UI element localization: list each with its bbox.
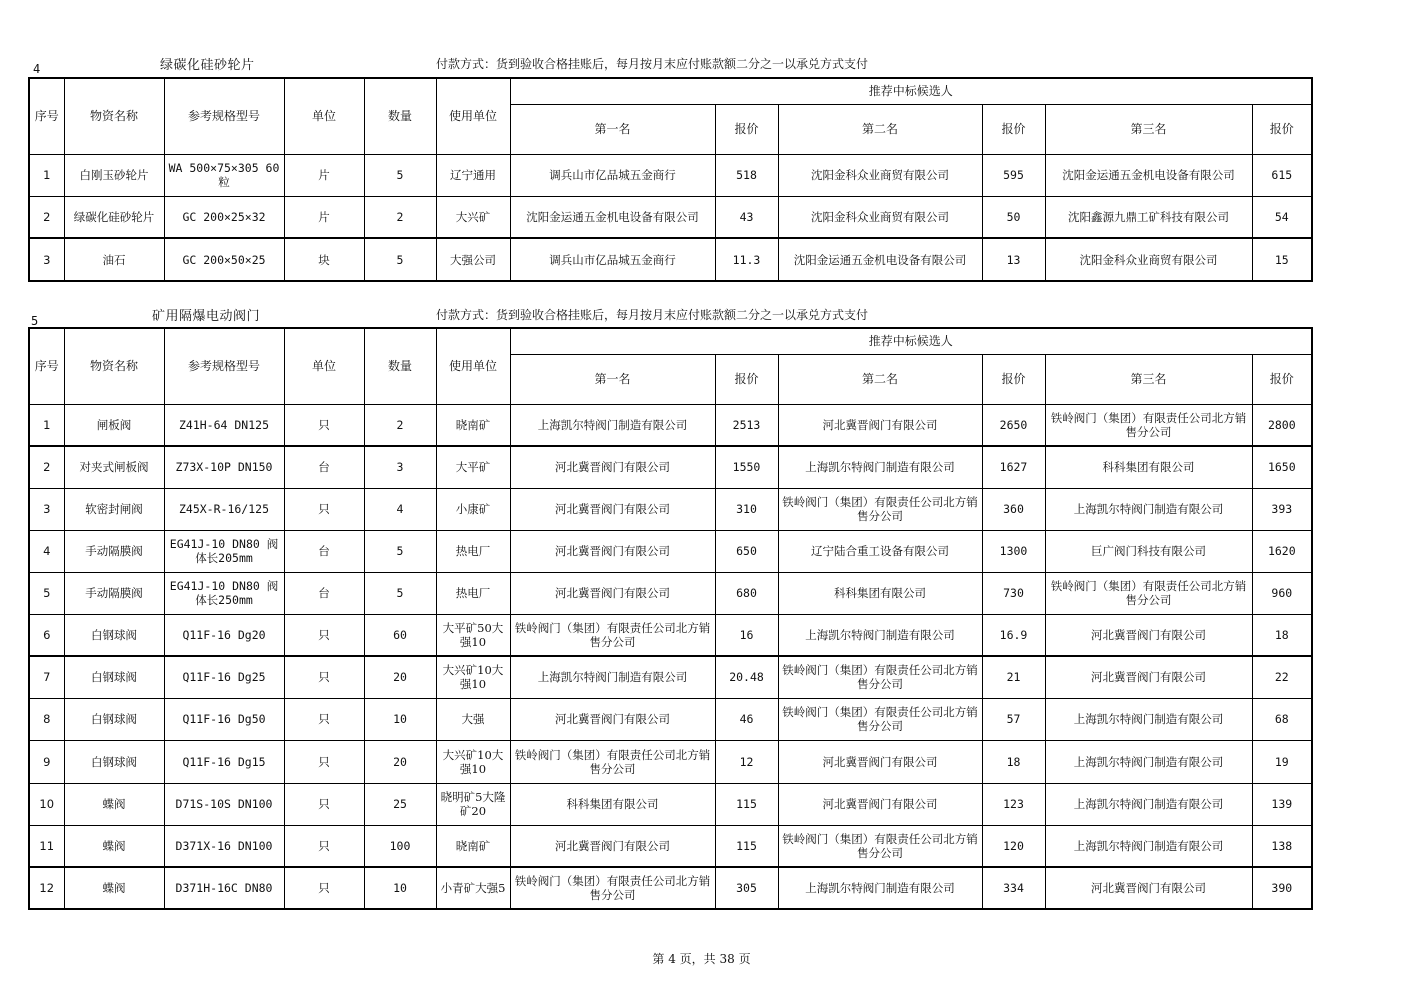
quantity-cell: 5 — [364, 154, 436, 196]
third-candidate-cell: 上海凯尔特阀门制造有限公司 — [1045, 740, 1252, 783]
seq-cell: 11 — [29, 825, 64, 867]
unit-cell: 块 — [284, 238, 364, 281]
first-candidate-cell: 河北冀晋阀门有限公司 — [510, 698, 715, 740]
second-candidate-cell: 河北冀晋阀门有限公司 — [778, 740, 982, 783]
first-candidate-cell: 河北冀晋阀门有限公司 — [510, 572, 715, 614]
item-name-cell: 白刚玉砂轮片 — [64, 154, 164, 196]
third-price-cell: 15 — [1252, 238, 1312, 281]
quantity-cell: 5 — [364, 530, 436, 572]
unit-cell: 台 — [284, 446, 364, 488]
page-footer: 第 4 页，共 38 页 — [652, 952, 751, 966]
second-price-cell: 21 — [982, 656, 1045, 698]
third-price-cell: 22 — [1252, 656, 1312, 698]
header-unit: 单位 — [284, 328, 364, 404]
quantity-cell: 3 — [364, 446, 436, 488]
third-price-cell: 68 — [1252, 698, 1312, 740]
third-price-cell: 1620 — [1252, 530, 1312, 572]
third-candidate-cell: 上海凯尔特阀门制造有限公司 — [1045, 698, 1252, 740]
seq-cell: 12 — [29, 867, 64, 909]
third-candidate-cell: 上海凯尔特阀门制造有限公司 — [1045, 488, 1252, 530]
first-candidate-cell: 铁岭阀门（集团）有限责任公司北方销售分公司 — [510, 867, 715, 909]
section-title: 绿碳化硅砂轮片 — [160, 58, 255, 73]
second-candidate-cell: 上海凯尔特阀门制造有限公司 — [778, 446, 982, 488]
third-price-cell: 138 — [1252, 825, 1312, 867]
second-candidate-cell: 沈阳金运通五金机电设备有限公司 — [778, 238, 982, 281]
section-number: 5 — [31, 314, 39, 328]
quantity-cell: 5 — [364, 238, 436, 281]
header-qty: 数量 — [364, 78, 436, 154]
first-price-cell: 43 — [715, 196, 778, 238]
user-unit-cell: 大强 — [436, 698, 510, 740]
payment-terms: 付款方式：货到验收合格挂账后，每月按月末应付账款额二分之一以承兑方式支付 — [436, 308, 869, 322]
seq-cell: 2 — [29, 446, 64, 488]
user-unit-cell: 大兴矿10大强10 — [436, 740, 510, 783]
second-candidate-cell: 铁岭阀门（集团）有限责任公司北方销售分公司 — [778, 825, 982, 867]
third-candidate-cell: 沈阳金科众业商贸有限公司 — [1045, 238, 1252, 281]
seq-cell: 2 — [29, 196, 64, 238]
seq-cell: 3 — [29, 488, 64, 530]
unit-cell: 只 — [284, 404, 364, 446]
second-price-cell: 595 — [982, 154, 1045, 196]
first-candidate-cell: 铁岭阀门（集团）有限责任公司北方销售分公司 — [510, 614, 715, 656]
quantity-cell: 2 — [364, 404, 436, 446]
second-candidate-cell: 沈阳金科众业商贸有限公司 — [778, 196, 982, 238]
item-name-cell: 白钢球阀 — [64, 614, 164, 656]
second-price-cell: 120 — [982, 825, 1045, 867]
table-row — [29, 530, 1312, 572]
spec-cell: GC 200×50×25 — [164, 238, 284, 281]
unit-cell: 片 — [284, 196, 364, 238]
spec-cell: Z41H-64 DN125 — [164, 404, 284, 446]
second-price-cell: 16.9 — [982, 614, 1045, 656]
table-row — [29, 740, 1312, 783]
seq-cell: 5 — [29, 572, 64, 614]
item-name-cell: 蝶阀 — [64, 783, 164, 825]
second-price-cell: 1300 — [982, 530, 1045, 572]
first-candidate-cell: 上海凯尔特阀门制造有限公司 — [510, 404, 715, 446]
seq-cell: 8 — [29, 698, 64, 740]
item-name-cell: 闸板阀 — [64, 404, 164, 446]
unit-cell: 只 — [284, 825, 364, 867]
second-candidate-cell: 铁岭阀门（集团）有限责任公司北方销售分公司 — [778, 698, 982, 740]
header-unit: 单位 — [284, 78, 364, 154]
first-candidate-cell: 河北冀晋阀门有限公司 — [510, 530, 715, 572]
item-name-cell: 蝶阀 — [64, 825, 164, 867]
third-price-cell: 19 — [1252, 740, 1312, 783]
unit-cell: 只 — [284, 783, 364, 825]
unit-cell: 只 — [284, 488, 364, 530]
spec-cell: Q11F-16 Dg50 — [164, 698, 284, 740]
table-header-row — [29, 328, 1312, 354]
spec-cell: Q11F-16 Dg20 — [164, 614, 284, 656]
third-candidate-cell: 沈阳金运通五金机电设备有限公司 — [1045, 154, 1252, 196]
third-candidate-cell: 铁岭阀门（集团）有限责任公司北方销售分公司 — [1045, 404, 1252, 446]
third-price-cell: 2800 — [1252, 404, 1312, 446]
header-price: 报价 — [715, 104, 778, 154]
header-candidates: 推荐中标候选人 — [510, 328, 1312, 354]
header-second: 第二名 — [778, 354, 982, 404]
item-name-cell: 软密封闸阀 — [64, 488, 164, 530]
seq-cell: 4 — [29, 530, 64, 572]
item-name-cell: 白钢球阀 — [64, 656, 164, 698]
first-candidate-cell: 科科集团有限公司 — [510, 783, 715, 825]
header-user: 使用单位 — [436, 328, 510, 404]
user-unit-cell: 大平矿 — [436, 446, 510, 488]
spec-cell: Q11F-16 Dg25 — [164, 656, 284, 698]
spec-cell: WA 500×75×305 60粒 — [164, 154, 284, 196]
second-candidate-cell: 沈阳金科众业商贸有限公司 — [778, 154, 982, 196]
table-row — [29, 238, 1312, 281]
spec-cell: Z73X-10P DN150 — [164, 446, 284, 488]
second-price-cell: 123 — [982, 783, 1045, 825]
header-name: 物资名称 — [64, 328, 164, 404]
user-unit-cell: 热电厂 — [436, 530, 510, 572]
seq-cell: 6 — [29, 614, 64, 656]
spec-cell: D71S-10S DN100 — [164, 783, 284, 825]
table-row — [29, 867, 1312, 909]
spec-cell: Z45X-R-16/125 — [164, 488, 284, 530]
third-candidate-cell: 河北冀晋阀门有限公司 — [1045, 614, 1252, 656]
header-seq: 序号 — [29, 328, 64, 404]
third-candidate-cell: 科科集团有限公司 — [1045, 446, 1252, 488]
header-spec: 参考规格型号 — [164, 328, 284, 404]
item-name-cell: 手动隔膜阀 — [64, 530, 164, 572]
header-price: 报价 — [1252, 104, 1312, 154]
table-row — [29, 656, 1312, 698]
first-price-cell: 310 — [715, 488, 778, 530]
user-unit-cell: 热电厂 — [436, 572, 510, 614]
seq-cell: 7 — [29, 656, 64, 698]
first-candidate-cell: 调兵山市亿品城五金商行 — [510, 238, 715, 281]
spec-cell: EG41J-10 DN80 阀体长205mm — [164, 530, 284, 572]
second-price-cell: 360 — [982, 488, 1045, 530]
header-price: 报价 — [982, 104, 1045, 154]
second-price-cell: 18 — [982, 740, 1045, 783]
second-candidate-cell: 河北冀晋阀门有限公司 — [778, 404, 982, 446]
user-unit-cell: 晓南矿 — [436, 825, 510, 867]
third-price-cell: 615 — [1252, 154, 1312, 196]
header-candidates: 推荐中标候选人 — [510, 78, 1312, 104]
user-unit-cell: 大兴矿10大强10 — [436, 656, 510, 698]
quantity-cell: 2 — [364, 196, 436, 238]
third-candidate-cell: 铁岭阀门（集团）有限责任公司北方销售分公司 — [1045, 572, 1252, 614]
procurement-table — [28, 327, 1313, 910]
user-unit-cell: 大兴矿 — [436, 196, 510, 238]
quantity-cell: 20 — [364, 740, 436, 783]
payment-terms: 付款方式：货到验收合格挂账后，每月按月末应付账款额二分之一以承兑方式支付 — [436, 57, 869, 71]
item-name-cell: 白钢球阀 — [64, 740, 164, 783]
header-user: 使用单位 — [436, 78, 510, 154]
first-candidate-cell: 铁岭阀门（集团）有限责任公司北方销售分公司 — [510, 740, 715, 783]
user-unit-cell: 大平矿50大强10 — [436, 614, 510, 656]
second-candidate-cell: 辽宁陆合重工设备有限公司 — [778, 530, 982, 572]
table-header-row — [29, 78, 1312, 104]
first-price-cell: 11.3 — [715, 238, 778, 281]
item-name-cell: 对夹式闸板阀 — [64, 446, 164, 488]
first-candidate-cell: 河北冀晋阀门有限公司 — [510, 488, 715, 530]
unit-cell: 台 — [284, 530, 364, 572]
section-title: 矿用隔爆电动阀门 — [152, 309, 261, 324]
seq-cell: 3 — [29, 238, 64, 281]
procurement-table — [28, 77, 1313, 282]
header-first: 第一名 — [510, 104, 715, 154]
quantity-cell: 25 — [364, 783, 436, 825]
quantity-cell: 10 — [364, 867, 436, 909]
user-unit-cell: 大强公司 — [436, 238, 510, 281]
third-price-cell: 393 — [1252, 488, 1312, 530]
table-row — [29, 783, 1312, 825]
spec-cell: Q11F-16 Dg15 — [164, 740, 284, 783]
first-candidate-cell: 河北冀晋阀门有限公司 — [510, 446, 715, 488]
header-qty: 数量 — [364, 328, 436, 404]
spec-cell: GC 200×25×32 — [164, 196, 284, 238]
quantity-cell: 5 — [364, 572, 436, 614]
third-candidate-cell: 巨广阀门科技有限公司 — [1045, 530, 1252, 572]
first-candidate-cell: 河北冀晋阀门有限公司 — [510, 825, 715, 867]
second-candidate-cell: 上海凯尔特阀门制造有限公司 — [778, 614, 982, 656]
third-price-cell: 139 — [1252, 783, 1312, 825]
item-name-cell: 绿碳化硅砂轮片 — [64, 196, 164, 238]
unit-cell: 只 — [284, 740, 364, 783]
third-candidate-cell: 沈阳鑫源九鼎工矿科技有限公司 — [1045, 196, 1252, 238]
third-candidate-cell: 河北冀晋阀门有限公司 — [1045, 867, 1252, 909]
first-price-cell: 46 — [715, 698, 778, 740]
first-candidate-cell: 调兵山市亿品城五金商行 — [510, 154, 715, 196]
table-row — [29, 698, 1312, 740]
third-candidate-cell: 上海凯尔特阀门制造有限公司 — [1045, 825, 1252, 867]
third-price-cell: 390 — [1252, 867, 1312, 909]
item-name-cell: 蝶阀 — [64, 867, 164, 909]
first-price-cell: 20.48 — [715, 656, 778, 698]
third-price-cell: 54 — [1252, 196, 1312, 238]
second-price-cell: 730 — [982, 572, 1045, 614]
seq-cell: 9 — [29, 740, 64, 783]
first-price-cell: 305 — [715, 867, 778, 909]
user-unit-cell: 辽宁通用 — [436, 154, 510, 196]
second-candidate-cell: 河北冀晋阀门有限公司 — [778, 783, 982, 825]
table-row — [29, 825, 1312, 867]
table-row — [29, 446, 1312, 488]
first-price-cell: 518 — [715, 154, 778, 196]
item-name-cell: 手动隔膜阀 — [64, 572, 164, 614]
unit-cell: 只 — [284, 614, 364, 656]
header-second: 第二名 — [778, 104, 982, 154]
table-row — [29, 488, 1312, 530]
user-unit-cell: 小青矿大强5 — [436, 867, 510, 909]
second-price-cell: 2650 — [982, 404, 1045, 446]
header-seq: 序号 — [29, 78, 64, 154]
seq-cell: 1 — [29, 154, 64, 196]
quantity-cell: 100 — [364, 825, 436, 867]
second-price-cell: 50 — [982, 196, 1045, 238]
user-unit-cell: 小康矿 — [436, 488, 510, 530]
unit-cell: 只 — [284, 867, 364, 909]
unit-cell: 台 — [284, 572, 364, 614]
second-price-cell: 57 — [982, 698, 1045, 740]
user-unit-cell: 晓明矿5大隆矿20 — [436, 783, 510, 825]
seq-cell: 10 — [29, 783, 64, 825]
unit-cell: 只 — [284, 698, 364, 740]
item-name-cell: 白钢球阀 — [64, 698, 164, 740]
header-name: 物资名称 — [64, 78, 164, 154]
second-candidate-cell: 铁岭阀门（集团）有限责任公司北方销售分公司 — [778, 656, 982, 698]
first-price-cell: 16 — [715, 614, 778, 656]
first-candidate-cell: 沈阳金运通五金机电设备有限公司 — [510, 196, 715, 238]
spec-cell: EG41J-10 DN80 阀体长250mm — [164, 572, 284, 614]
first-price-cell: 12 — [715, 740, 778, 783]
header-price: 报价 — [1252, 354, 1312, 404]
unit-cell: 只 — [284, 656, 364, 698]
third-price-cell: 18 — [1252, 614, 1312, 656]
table-row — [29, 404, 1312, 446]
quantity-cell: 60 — [364, 614, 436, 656]
spec-cell: D371X-16 DN100 — [164, 825, 284, 867]
item-name-cell: 油石 — [64, 238, 164, 281]
quantity-cell: 20 — [364, 656, 436, 698]
third-candidate-cell: 河北冀晋阀门有限公司 — [1045, 656, 1252, 698]
second-price-cell: 1627 — [982, 446, 1045, 488]
quantity-cell: 4 — [364, 488, 436, 530]
header-third: 第三名 — [1045, 104, 1252, 154]
section-number: 4 — [33, 62, 41, 76]
first-price-cell: 2513 — [715, 404, 778, 446]
second-price-cell: 334 — [982, 867, 1045, 909]
second-candidate-cell: 上海凯尔特阀门制造有限公司 — [778, 867, 982, 909]
seq-cell: 1 — [29, 404, 64, 446]
user-unit-cell: 晓南矿 — [436, 404, 510, 446]
table-row — [29, 614, 1312, 656]
first-price-cell: 115 — [715, 825, 778, 867]
quantity-cell: 10 — [364, 698, 436, 740]
second-price-cell: 13 — [982, 238, 1045, 281]
second-candidate-cell: 铁岭阀门（集团）有限责任公司北方销售分公司 — [778, 488, 982, 530]
table-row — [29, 572, 1312, 614]
header-third: 第三名 — [1045, 354, 1252, 404]
third-candidate-cell: 上海凯尔特阀门制造有限公司 — [1045, 783, 1252, 825]
spec-cell: D371H-16C DN80 — [164, 867, 284, 909]
header-price: 报价 — [982, 354, 1045, 404]
third-price-cell: 960 — [1252, 572, 1312, 614]
first-price-cell: 1550 — [715, 446, 778, 488]
third-price-cell: 1650 — [1252, 446, 1312, 488]
unit-cell: 片 — [284, 154, 364, 196]
table-row — [29, 196, 1312, 238]
first-price-cell: 650 — [715, 530, 778, 572]
first-candidate-cell: 上海凯尔特阀门制造有限公司 — [510, 656, 715, 698]
first-price-cell: 680 — [715, 572, 778, 614]
header-price: 报价 — [715, 354, 778, 404]
table-row — [29, 154, 1312, 196]
header-first: 第一名 — [510, 354, 715, 404]
second-candidate-cell: 科科集团有限公司 — [778, 572, 982, 614]
first-price-cell: 115 — [715, 783, 778, 825]
header-spec: 参考规格型号 — [164, 78, 284, 154]
